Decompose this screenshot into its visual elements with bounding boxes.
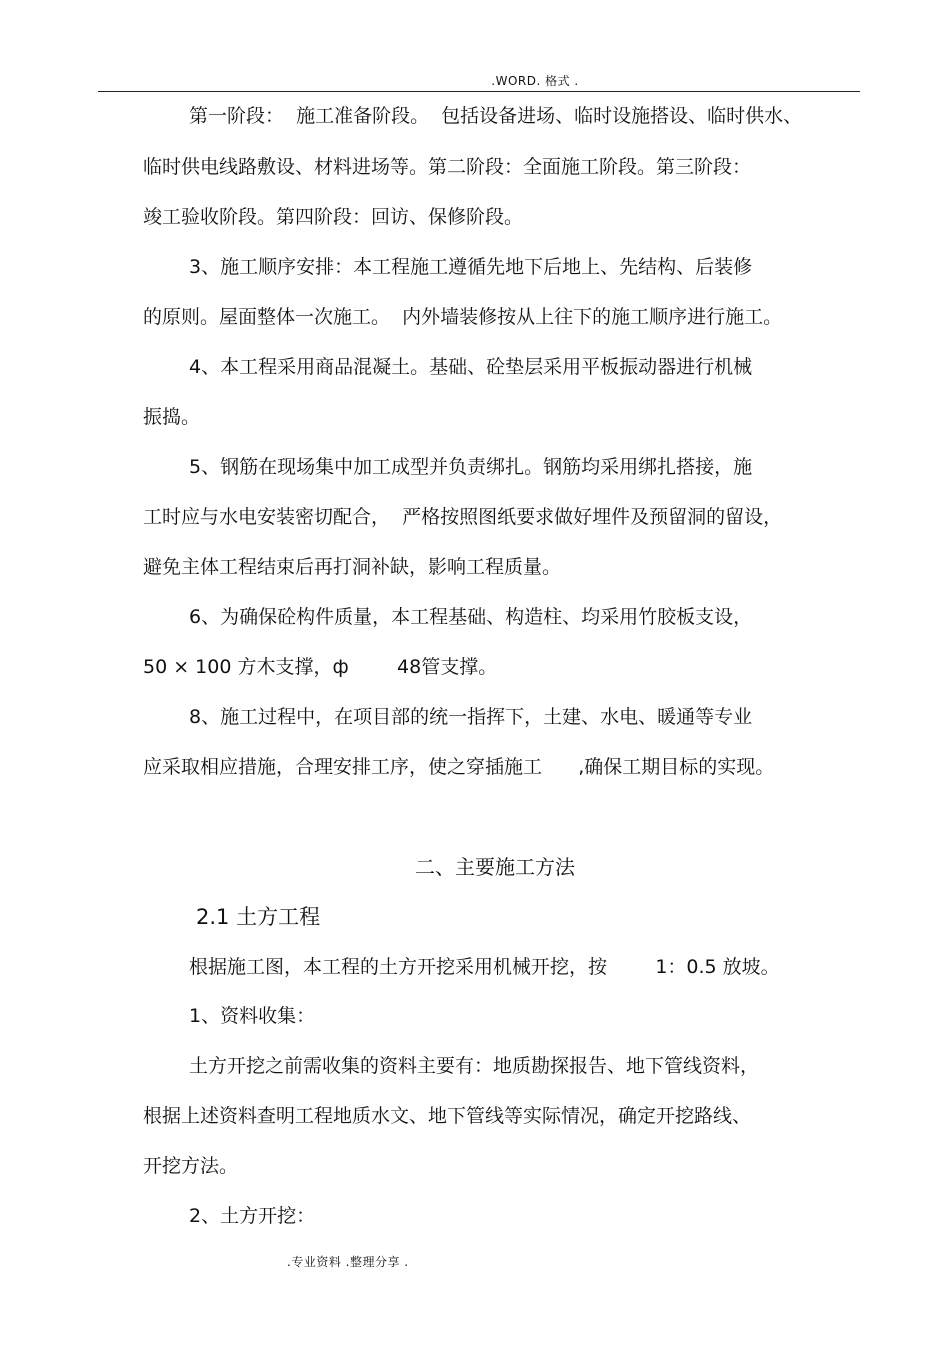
- page-footer: .专业资料 .整理分享 .: [287, 1255, 409, 1269]
- text-line: 避免主体工程结束后再打洞补缺，影响工程质量。: [143, 556, 562, 578]
- header-text: .WORD. 格式 .: [491, 74, 579, 88]
- text-line: 竣工验收阶段。第四阶段：回访、保修阶段。: [143, 206, 524, 228]
- text-line: 工时应与水电安装密切配合， 严格按照图纸要求做好埋件及预留洞的留设，: [143, 506, 783, 528]
- section-title: 二、主要施工方法: [415, 855, 575, 879]
- text-line: 4、本工程采用商品混凝土。基础、砼垫层采用平板振动器进行机械: [189, 356, 753, 378]
- text-line: 8、施工过程中，在项目部的统一指挥下，土建、水电、暖通等专业: [189, 706, 753, 728]
- text-line: 开挖方法。: [143, 1155, 239, 1177]
- text-line: 应采取相应措施，合理安排工序，使之穿插施工 ,确保工期目标的实现。: [143, 756, 775, 778]
- text-line: 50 × 100 方木支撑，ф 48管支撑。: [143, 656, 498, 678]
- text-line: 根据施工图，本工程的土方开挖采用机械开挖，按 1：0.5 放坡。: [189, 956, 780, 978]
- text-line: 的原则。屋面整体一次施工。 内外墙装修按从上往下的施工顺序进行施工。: [143, 306, 783, 328]
- text-line: 土方开挖之前需收集的资料主要有：地质勘探报告、地下管线资料，: [189, 1055, 760, 1077]
- text-line: 3、施工顺序安排：本工程施工遵循先地下后地上、先结构、后装修: [189, 256, 753, 278]
- text-line: 临时供电线路敷设、材料进场等。第二阶段：全面施工阶段。第三阶段：: [143, 156, 752, 178]
- text-line: 根据上述资料查明工程地质水文、地下管线等实际情况，确定开挖路线、: [143, 1105, 752, 1127]
- text-line: 2、土方开挖：: [189, 1205, 316, 1227]
- text-line: 1、资料收集：: [189, 1005, 316, 1027]
- subsection-title: 2.1 土方工程: [196, 905, 321, 929]
- text-line: 5、钢筋在现场集中加工成型并负责绑扎。钢筋均采用绑扎搭接，施: [189, 456, 753, 478]
- text-line: 振捣。: [143, 406, 201, 428]
- text-line: 6、为确保砼构件质量，本工程基础、构造柱、均采用竹胶板支设，: [189, 606, 753, 628]
- text-line: 第一阶段： 施工准备阶段。 包括设备进场、临时设施搭设、临时供水、: [189, 105, 803, 127]
- header-rule: [98, 91, 860, 92]
